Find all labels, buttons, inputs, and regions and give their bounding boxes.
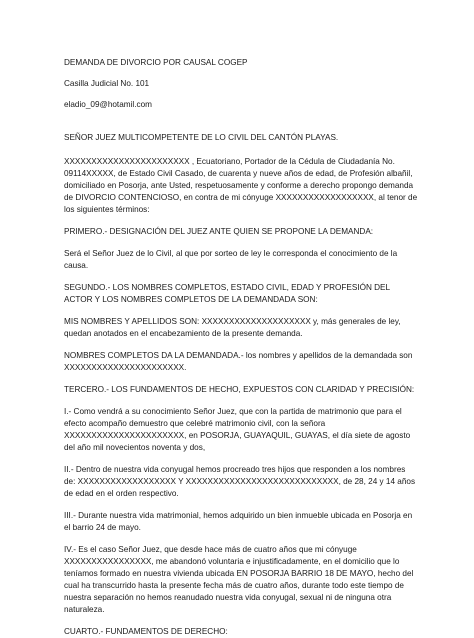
casilla-judicial: Casilla Judicial No. 101 bbox=[64, 79, 150, 88]
primero-paragraph: Será el Señor Juez de lo Civil, al que por sorteo de ley le corresponda el conocimiento de la causa. bbox=[64, 249, 398, 270]
tercero-heading: TERCERO.- LOS FUNDAMENTOS DE HECHO, EXPUESTOS CON CLARIDAD Y PRECISIÓN: bbox=[64, 385, 415, 394]
tercero-item-iii: III.- Durante nuestra vida matrimonial, hemos adquirido un bien inmueble ubicada en Posorja en el barrio 24 de mayo. bbox=[64, 511, 413, 532]
tercero-item-iv: IV.- Es el caso Señor Juez, que desde hace más de cuatro años que mi cónyuge XXXXXXXXXXXXXXXX, me abandonó voluntaria e injustificadamente, en el domicilio que lo teníamos formado en nuestra vivienda ubicada EN POSORJA BARRIO 18 DE MAYO, hecho del cual ha transcurrido hasta la presente fecha más de cuatro años, durante todo este tiempo de nuestra separación no hemos reanudado nuestra vida conyugal, sexual ni de ninguna otra naturaleza. bbox=[64, 545, 414, 614]
document-title: DEMANDA DE DIVORCIO POR CAUSAL COGEP bbox=[64, 58, 248, 67]
tercero-item-i: I.- Como vendrá a su conocimiento Señor Juez, que con la partida de matrimonio que para el efecto acompaño demuestro que celebré matrimonio civil, con la señora XXXXXXXXXXXXXXXXXXXXXX, en POSORJA, GUAYAQUIL, GUAYAS, el día siete de agosto del año mil novecientos noventa y dos, bbox=[64, 407, 411, 452]
segundo-paragraph-actor: MIS NOMBRES Y APELLIDOS SON: XXXXXXXXXXXXXXXXXXXX y, más generales de ley, quedan anotados en el encabezamiento de la presente demanda. bbox=[64, 317, 401, 338]
email-address: eladio_09@hotamil.com bbox=[64, 100, 152, 109]
cuarto-heading: CUARTO.- FUNDAMENTOS DE DERECHO: bbox=[64, 627, 228, 636]
tercero-item-ii: II.- Dentro de nuestra vida conyugal hemos procreado tres hijos que responden a los nombres de: XXXXXXXXXXXXXXXXXX Y XXXXXXXXXXXXXXXXXXXXXXXXXXXX, de 28, 24 y 14 años de edad en el orden respectivo. bbox=[64, 465, 416, 498]
primero-heading: PRIMERO.- DESIGNACIÓN DEL JUEZ ANTE QUIEN SE PROPONE LA DEMANDA: bbox=[64, 227, 374, 236]
addressee-heading: SEÑOR JUEZ MULTICOMPETENTE DE LO CIVIL DEL CANTÓN PLAYAS. bbox=[64, 133, 339, 142]
segundo-paragraph-demandada: NOMBRES COMPLETOS DA LA DEMANDADA.- los nombres y apellidos de la demandada son XXXXXXXXXXXXXXXXXXXXXX. bbox=[64, 351, 413, 372]
segundo-heading: SEGUNDO.- LOS NOMBRES COMPLETOS, ESTADO CIVIL, EDAD Y PROFESIÓN DEL ACTOR Y LOS NOMBRES COMPLETOS DE LA DEMANDADA SON: bbox=[64, 283, 390, 304]
intro-paragraph: XXXXXXXXXXXXXXXXXXXXXXX , Ecuatoriano, Portador de la Cédula de Ciudadanía No. 09114XXXXX, de Estado Civil Casado, de cuarenta y nueve años de edad, de Profesión albañil, domiciliado en Posorja, ante Usted, respetuosamente y conforme a derecho propongo demanda de DIVORCIO CONTENCIOSO, en contra de mi cónyuge XXXXXXXXXXXXXXXXXX, al tenor de los siguientes términos: bbox=[64, 157, 418, 214]
